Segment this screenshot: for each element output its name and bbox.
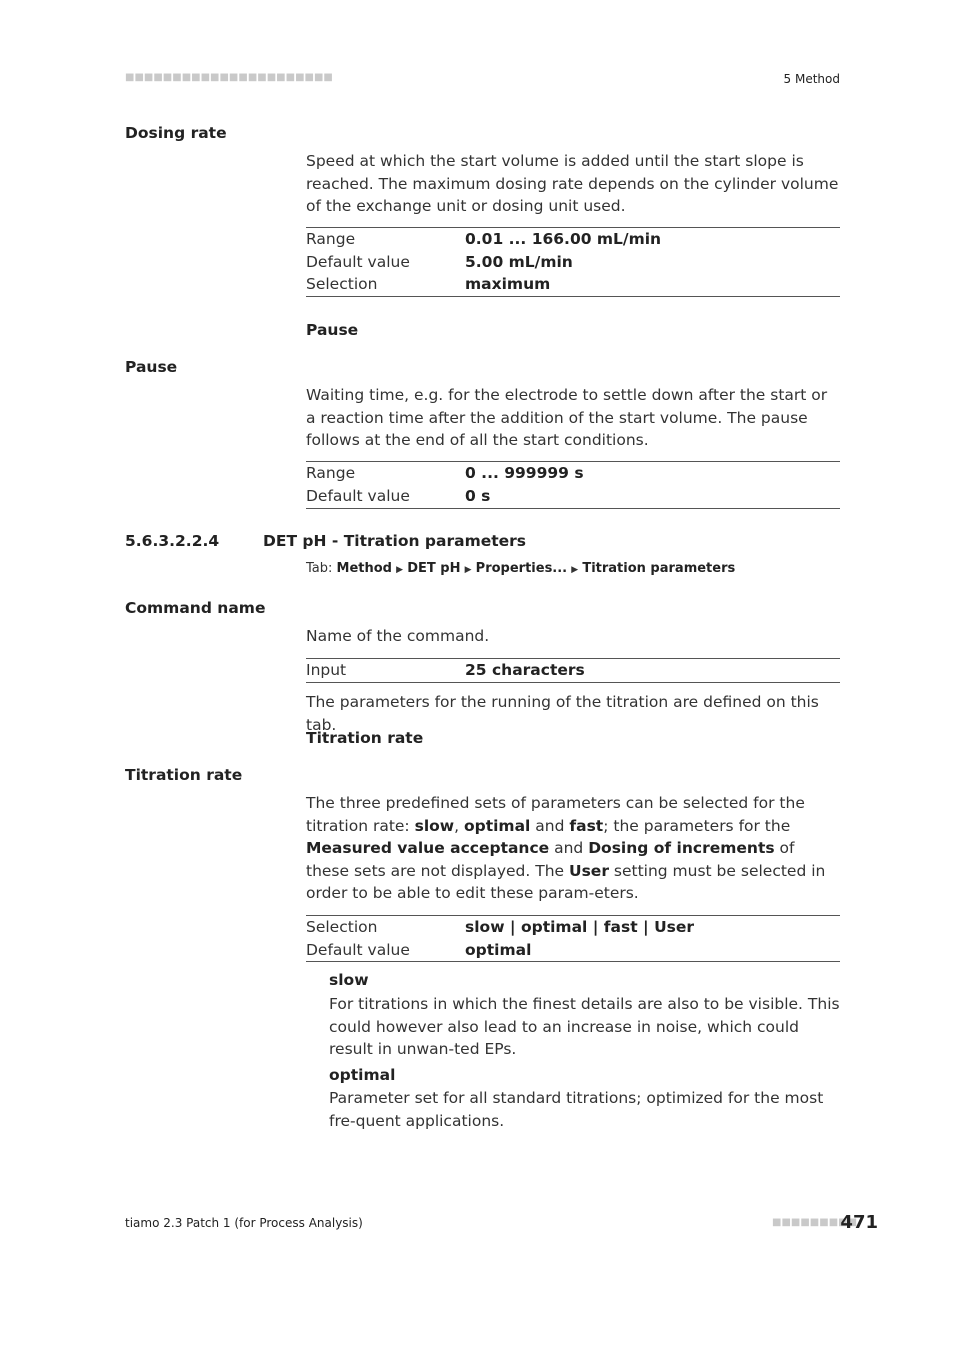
param-value: 25 characters	[465, 661, 585, 679]
breadcrumb-item: Method	[336, 561, 392, 576]
text-run: The three predefined sets of parameters can be selected for the titration rate:	[306, 794, 805, 835]
dosing-rate-param-table	[306, 227, 840, 297]
text-run-bold: Dosing of increments	[588, 839, 775, 857]
titration-rate-subheading: Titration rate	[306, 729, 424, 747]
param-row	[306, 228, 840, 251]
footer-decoration: ■■■■■■■■■	[772, 1217, 858, 1228]
text-run: ; the parameters for the	[603, 816, 791, 835]
section-number: 5.6.3.2.2.4	[125, 532, 220, 550]
breadcrumb-item: Properties...	[475, 561, 568, 576]
pause-description: Waiting time, e.g. for the electrode to settle down after the start or a reaction time after the addition of the start volume. The pause follows at the end of all the start conditions.	[306, 386, 828, 449]
breadcrumb-arrow-icon: ▶	[464, 565, 472, 575]
breadcrumb	[306, 561, 735, 576]
dosing-rate-heading: Dosing rate	[125, 124, 227, 142]
footer-product: tiamo 2.3 Patch 1 (for Process Analysis)	[125, 1216, 363, 1230]
titration-rate-heading: Titration rate	[125, 766, 243, 784]
definition-desc-slow: For titrations in which the finest details are also to be visible. This could however also lead to an increase in noise, which could result in unwan-ted EPs.	[329, 995, 840, 1058]
param-value: 0 ... 999999 s	[465, 464, 584, 482]
dosing-rate-description: Speed at which the start volume is added until the start slope is reached. The maximum dosing rate depends on the cylinder volume of the exchange unit or dosing unit used.	[306, 152, 839, 215]
text-run-bold: optimal	[463, 816, 531, 835]
param-value: slow | optimal | fast | User	[465, 918, 695, 936]
text-run-bold: slow	[414, 816, 455, 835]
param-key: Default value	[306, 940, 410, 959]
titration-rate-description	[306, 792, 840, 905]
page-number: 471	[840, 1212, 878, 1233]
param-key: Range	[306, 230, 356, 248]
text-run: of these sets are not displayed. The	[306, 839, 795, 880]
section-title: DET pH - Titration parameters	[263, 532, 527, 550]
param-value: 0 s	[465, 486, 491, 505]
param-row	[306, 462, 840, 485]
command-name-param-table	[306, 658, 840, 683]
param-key: Range	[306, 464, 356, 482]
pause-param-table	[306, 461, 840, 509]
param-row	[306, 939, 840, 962]
breadcrumb-prefix: Tab:	[306, 561, 333, 576]
breadcrumb-arrow-icon: ▶	[571, 565, 579, 575]
titration-rate-param-table	[306, 915, 840, 962]
text-run: setting must be selected in order to be able to edit these param-eters.	[306, 861, 826, 902]
param-row	[306, 251, 840, 274]
breadcrumb-item: DET pH	[407, 561, 461, 576]
param-value: 5.00 mL/min	[465, 252, 573, 271]
breadcrumb-item: Titration parameters	[582, 561, 736, 576]
definition-desc-optimal: Parameter set for all standard titrations; optimized for the most fre-quent applications.	[329, 1089, 824, 1130]
pause-heading: Pause	[125, 358, 178, 376]
param-row	[306, 916, 840, 939]
param-value: maximum	[465, 275, 551, 293]
command-name-description: Name of the command.	[306, 627, 490, 645]
param-row	[306, 659, 840, 682]
definition-term-slow: slow	[329, 971, 369, 989]
param-key: Selection	[306, 275, 378, 293]
param-key: Input	[306, 661, 347, 679]
text-run: and	[530, 816, 570, 835]
chapter-title: 5 Method	[783, 72, 840, 86]
text-run-bold: User	[569, 861, 609, 880]
header-decoration: ■■■■■■■■■■■■■■■■■■■■■■	[125, 72, 333, 83]
text-run: and	[549, 839, 589, 857]
text-run: ,	[454, 816, 464, 835]
definition-term-optimal: optimal	[329, 1066, 396, 1084]
param-key: Default value	[306, 252, 410, 271]
param-row	[306, 273, 840, 296]
pause-subheading: Pause	[306, 321, 359, 339]
param-row	[306, 485, 840, 508]
param-key: Default value	[306, 486, 410, 505]
text-run-bold: fast	[569, 816, 604, 835]
text-run-bold: Measured value acceptance	[306, 839, 550, 857]
param-value: 0.01 ... 166.00 mL/min	[465, 230, 662, 248]
breadcrumb-arrow-icon: ▶	[396, 565, 404, 575]
param-value: optimal	[465, 940, 532, 959]
titration-tab-intro: The parameters for the running of the titration are defined on this tab.	[306, 693, 819, 734]
param-key: Selection	[306, 918, 378, 936]
command-name-heading: Command name	[125, 599, 266, 617]
